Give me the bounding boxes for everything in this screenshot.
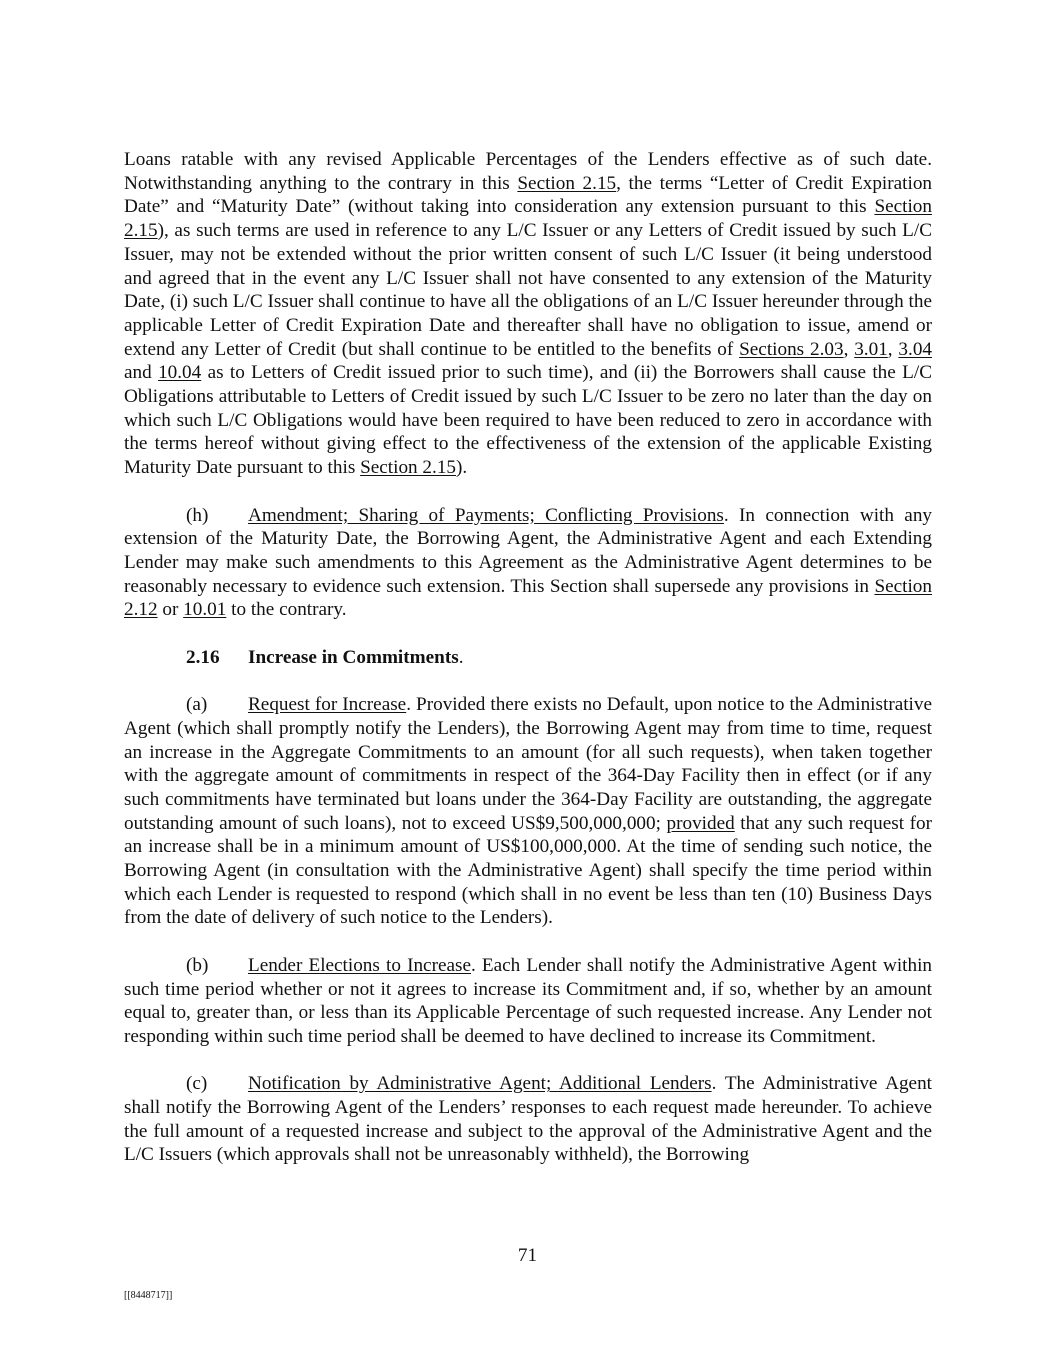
paragraph-h: (h) Amendment; Sharing of Payments; Conflicting Provisions. In connection with any extension of the Maturity Date, the Borrowing Agent, the Administrative Agent and each Extending Lender may make such amendments to this Agreement as the Administrative Agent determines to be reasonably necessary to evidence such extension. This Section shall supersede any provisions in Section 2.12 or 10.01 to the contrary. [124,504,933,621]
paragraph-title: Request for Increase [248,694,407,716]
paragraph-title: Amendment; Sharing of Payments; Conflicting Provisions [248,504,724,526]
paragraph-c: (c) Notification by Administrative Agent; Additional Lenders. The Administrative Agent shall notify the Borrowing Agent of the Lenders’ responses to each request made hereunder. To achieve the full amount of a requested increase and subject to the approval of the Administrative Agent and the L/C Issuers (which approvals shall not be unreasonably withheld), the Borrowing [124,1073,932,1166]
section-reference-10-04: 10.04 [158,362,202,384]
section-reference-2-03: Sections 2.03 [739,338,844,360]
provided-term: provided [666,812,735,834]
section-title: Increase in Commitments [248,646,459,668]
paragraph-title: Notification by Administrative Agent; Additional Lenders [248,1073,712,1095]
section-reference-2-15: Section 2.15 [124,196,932,242]
paragraph-label: (b) [186,954,209,976]
paragraph-b: (b) Lender Elections to Increase. Each Lender shall notify the Administrative Agent within such time period whether or not it agrees to increase its Commitment and, if so, whether by an amount equal to, greater than, or less than its Applicable Percentage of such requested increase. Any Lender not responding within such time period shall be deemed to have declined to increase its Commitment. [124,954,933,1047]
section-heading: 2.16 Increase in Commitments. [186,646,464,668]
section-reference-2-15: Section 2.15 [517,172,617,194]
section-reference-2-12: Section 2.12 [124,575,932,621]
paragraph-label: (c) [186,1073,208,1095]
paragraph-title: Lender Elections to Increase [248,954,471,976]
section-reference-3-01: 3.01 [854,338,888,360]
paragraph-a: (a) Request for Increase. Provided there exists no Default, upon notice to the Administrative Agent (which shall promptly notify the Lenders), the Borrowing Agent may from time to time, request an increase in the Aggregate Commitments to an amount (for all such requests), when taken together with the aggregate amount of commitments in respect of the 364-Day Facility then in effect (or if any such commitments have terminated but loans under the 364-Day Facility are outstanding, the aggregate outstanding amount of such loans), not to exceed US$9,500,000,000; provided that any such request for an increase shall be in a minimum amount of US$100,000,000. At the time of sending such notice, the Borrowing Agent (in consultation with the Administrative Agent) shall specify the time period within which each Lender is requested to respond (which shall in no event be less than ten (10) Business Days from the date of delivery of such notice to the Lenders). [124,694,932,929]
page-number: 71 [517,1245,538,1266]
section-reference-10-01: 10.01 [183,599,227,621]
section-number: 2.16 [186,646,220,668]
paragraph-label: (a) [186,694,208,716]
document-page [124,148,932,1167]
continued-paragraph: Loans ratable with any revised Applicable Percentages of the Lenders effective as of such date. Notwithstanding anything to the contrary in this Section 2.15, the terms “Letter of Credit Expiration Date” and “Maturity Date” (without taking into consideration any extension pursuant to this Section 2.15), as such terms are used in reference to any L/C Issuer or any Letters of Credit issued by such L/C Issuer, may not be extended without the prior written consent of such L/C Issuer (it being understood and agreed that in the event any L/C Issuer shall not have consented to any extension of the Maturity Date, (i) such L/C Issuer shall continue to have all the obligations of an L/C Issuer hereunder through the applicable Letter of Credit Expiration Date and thereafter shall have no obligation to issue, amend or extend any Letter of Credit (but shall continue to be entitled to the benefits of Sections 2.03, 3.01, 3.04 and 10.04 as to Letters of Credit issued prior to such time), and (ii) the Borrowers shall cause the L/C Obligations attributable to Letters of Credit issued by such L/C Issuer to be zero no later than the day on which such L/C Obligations would have been required to have been reduced to zero in accordance with the terms hereof without giving effect to the effectiveness of the extension of the applicable Existing Maturity Date pursuant to this Section 2.15). [124,149,933,479]
section-reference-2-15: Section 2.15 [360,457,457,479]
paragraph-label: (h) [186,504,209,526]
document-id: [[8448717]] [124,1290,173,1301]
section-reference-3-04: 3.04 [898,338,932,360]
